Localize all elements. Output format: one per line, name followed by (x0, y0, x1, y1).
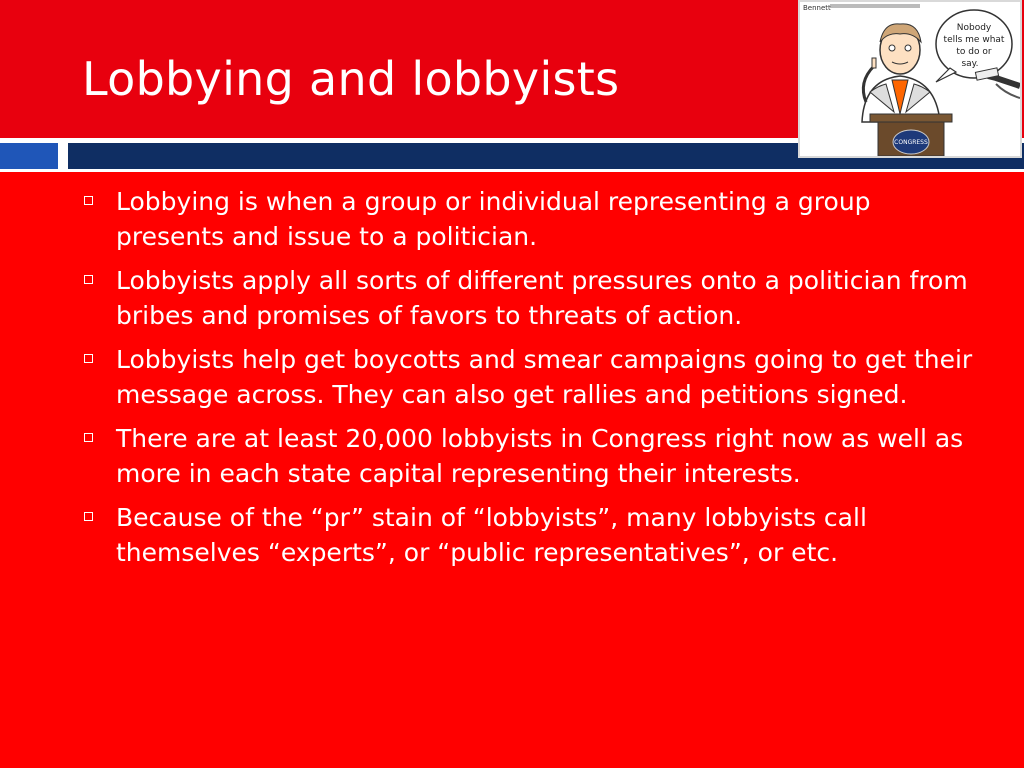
list-item (82, 263, 982, 333)
bullet-list (82, 184, 982, 579)
speech-line-3: to do or (956, 47, 992, 57)
speech-line-4: say. (961, 59, 979, 69)
square-bullet-icon (84, 196, 93, 205)
podium-seal-text: CONGRESS (894, 139, 928, 146)
list-item (82, 500, 982, 570)
slide-title: Lobbying and lobbyists (82, 52, 620, 106)
bullet-text: Lobbyists help get boycotts and smear campaigns going to get their message across. They can also get rallies and petitions signed. (116, 345, 973, 409)
square-bullet-icon (84, 354, 93, 363)
stripe-gap (58, 143, 68, 169)
bullet-text: Lobbying is when a group or individual representing a group presents and issue to a politician. (116, 187, 871, 251)
square-bullet-icon (84, 512, 93, 521)
speech-line-1: Nobody (956, 23, 992, 33)
square-bullet-icon (84, 433, 93, 442)
list-item (82, 342, 982, 412)
bullet-text: There are at least 20,000 lobbyists in Congress right now as well as more in each state capital representing their interests. (116, 424, 964, 488)
divider-line-bottom (0, 169, 1024, 172)
stripe-accent-left (0, 143, 58, 169)
list-item (82, 184, 982, 254)
speech-line-2: tells me what (943, 35, 1005, 45)
list-item (82, 421, 982, 491)
bullet-text: Lobbyists apply all sorts of different pressures onto a politician from bribes and promises of favors to threats of action. (116, 266, 968, 330)
square-bullet-icon (84, 275, 93, 284)
political-cartoon-image (798, 0, 1022, 158)
cartoon-signature: Bennett (803, 4, 831, 12)
cartoon-illustration (800, 2, 1020, 156)
bullet-text: Because of the “pr” stain of “lobbyists”, many lobbyists call themselves “experts”, or “public representatives”, or etc. (116, 503, 867, 567)
